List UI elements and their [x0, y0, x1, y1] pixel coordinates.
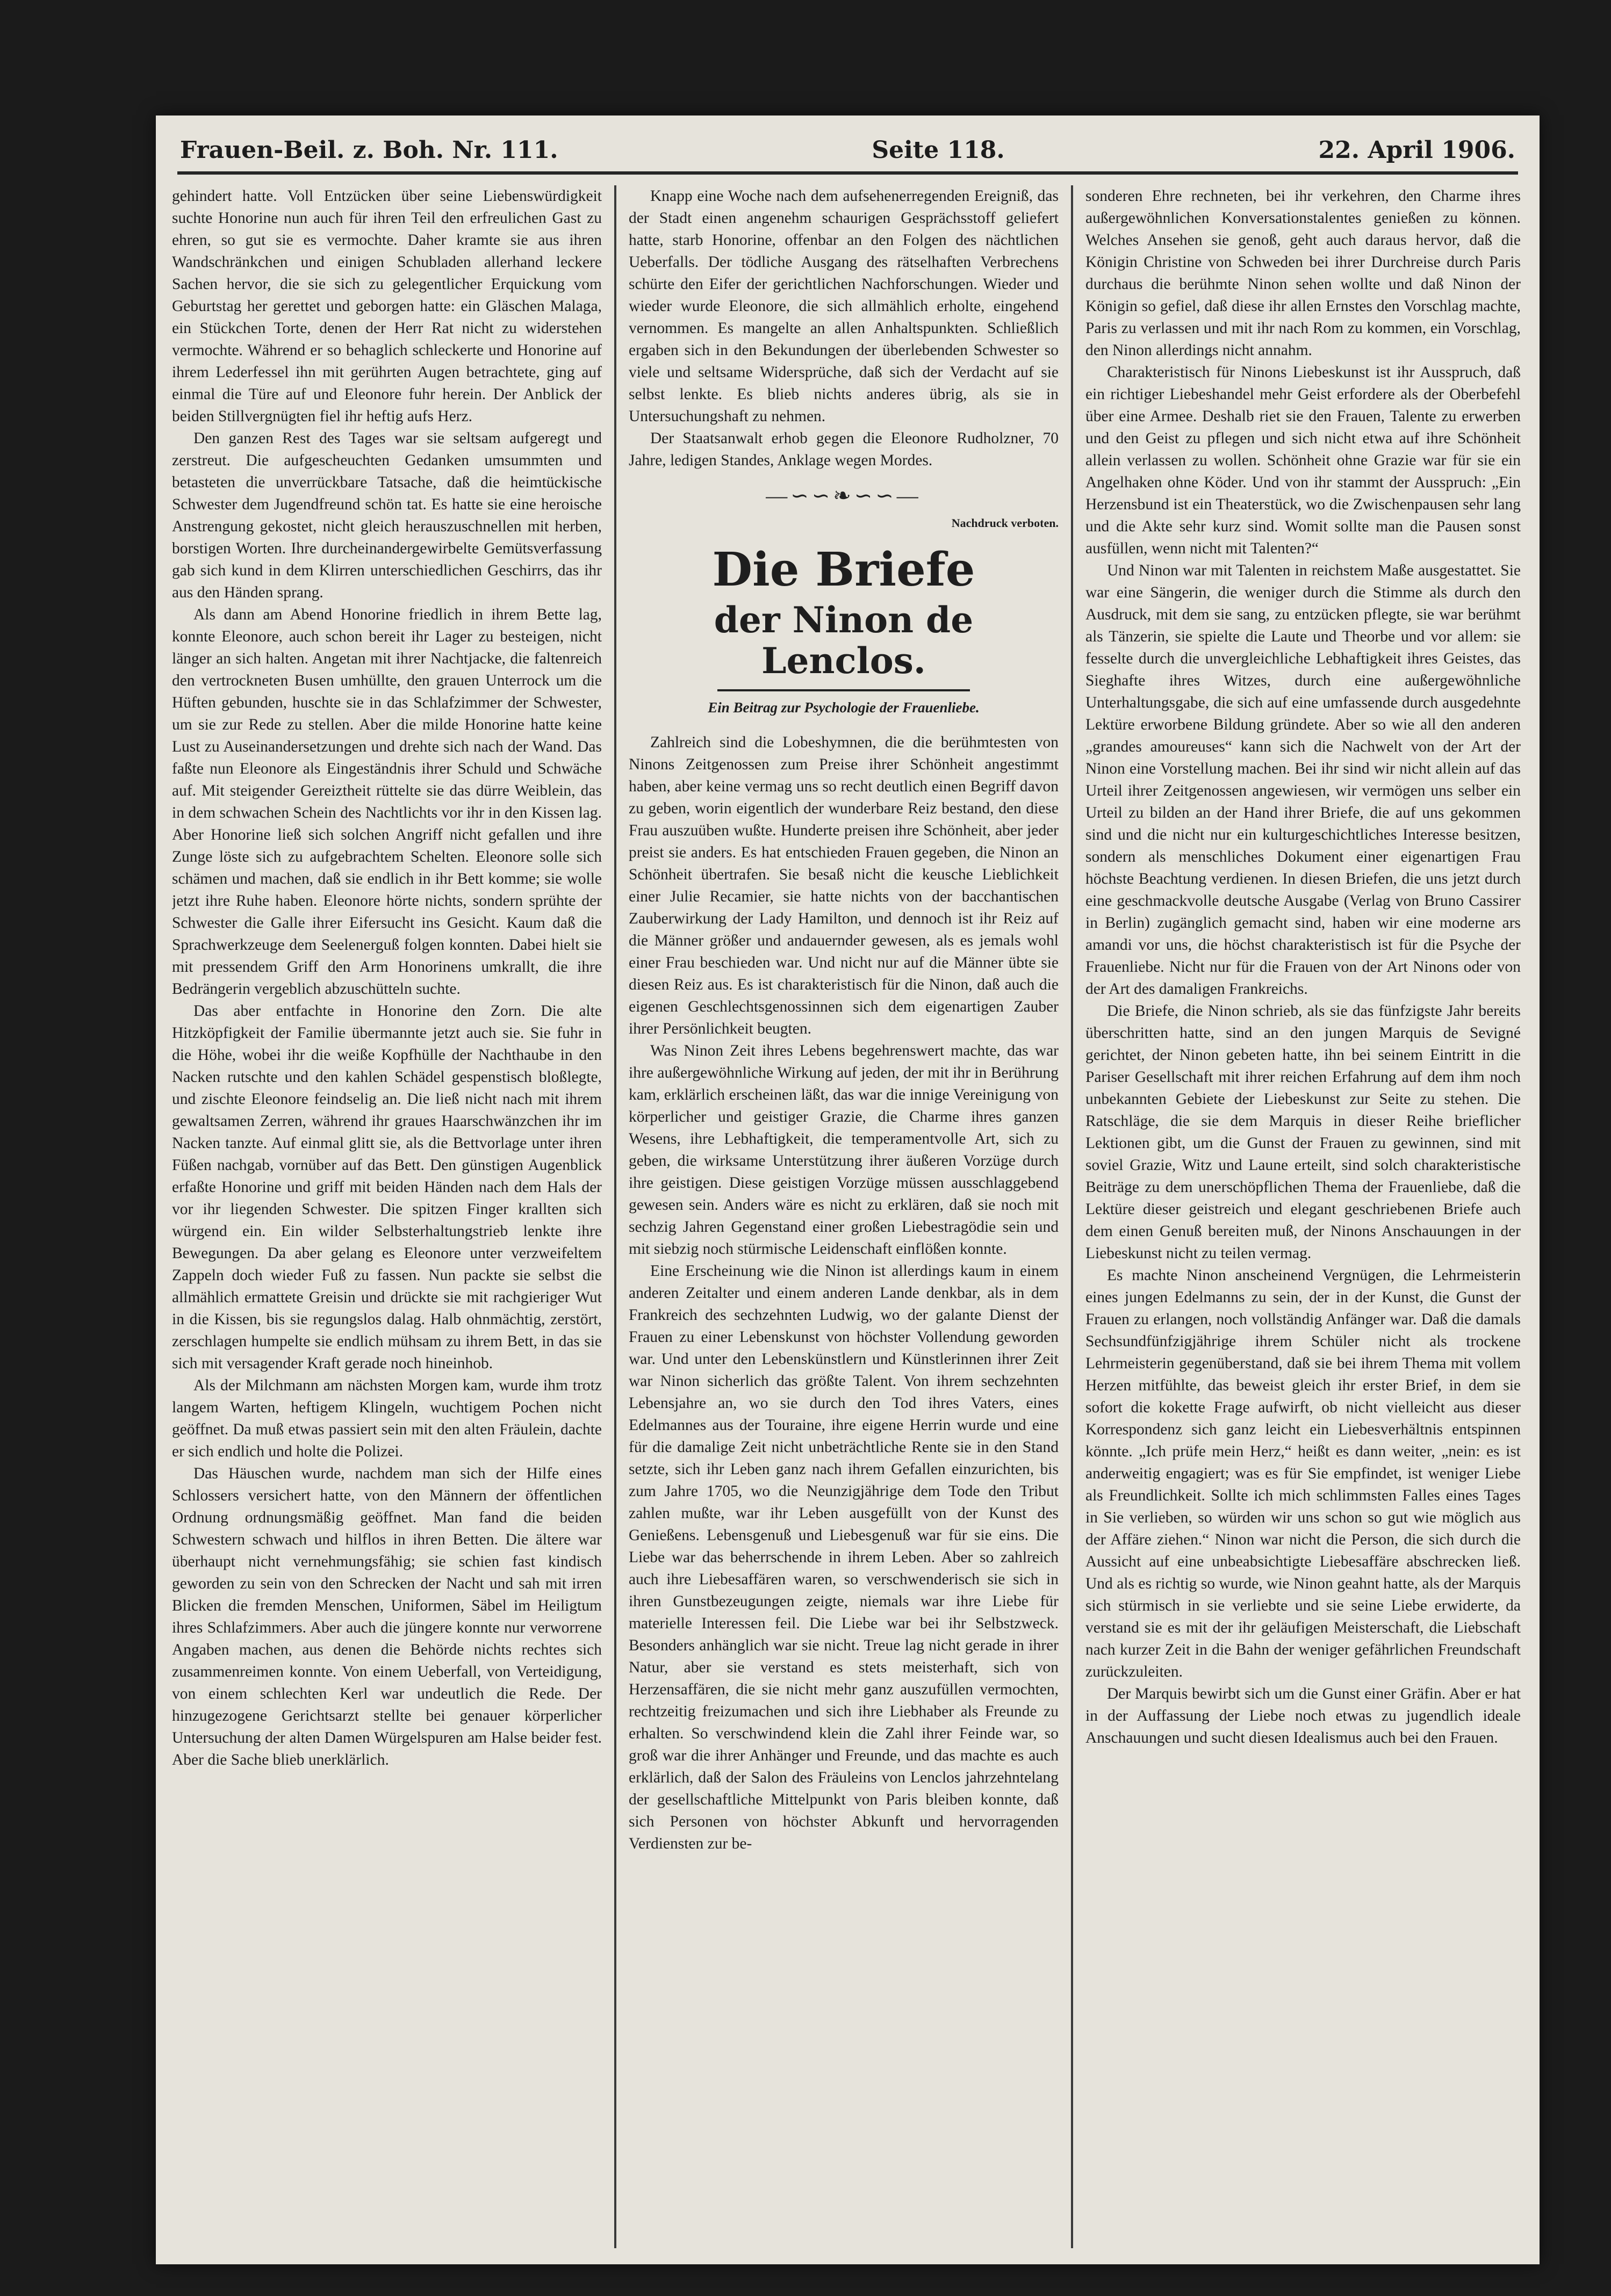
column-divider	[1071, 185, 1073, 2248]
paragraph: Das Häuschen wurde, nachdem man sich der Hilfe eines Schlossers versichert hatte, von den Männern der öffentlichen Ordnung ordnungsmäßig geöffnet. Man fand die beiden Schwestern schwach und hilflos in ihren Betten. Die ältere war überhaupt nicht vernehmungsfähig; sie schien fast kindisch geworden zu sein von den Schrecken der Nacht und sah mit irren Blicken die fremden Menschen, Uniformen, Säbel im Heiligtum ihres Schlafzimmers. Aber auch die jüngere konnte nur verworrene Angaben machen, aus denen die Behörde nichts rechtes sich zusammenreimen konnte. Von einem Ueberfall, von Verteidigung, von einem schlechten Kerl war undeutlich die Rede. Der hinzugezogene Gerichtsarzt stellte bei genauer körperlicher Untersuchung der alten Damen Würgelspuren am Halse beider fest. Aber die Sache blieb unerklärlich.	[172, 1465, 602, 1768]
paragraph: Den ganzen Rest des Tages war sie seltsam aufgeregt und zerstreut. Die aufgescheuchten Gedanken umsummten und betasteten die unverrückbare Tatsache, daß die heimtückische Schwester dem Jugendfreund schön tat. Es hatte sie eine heroische Anstrengung gekostet, nicht gleich herauszuschnellen mit herben, borstigen Worten. Ihre durcheinandergewirbelte Gemütsverfassung gab sich kund in dem Klirren unterschiedlichen Geschirrs, das ihr aus den Händen sprang.	[172, 430, 602, 601]
column-1	[172, 185, 602, 2248]
paragraph: Als dann am Abend Honorine friedlich in ihrem Bette lag, konnte Eleonore, auch schon bereit ihr Lager zu besteigen, nicht länger an sich halten. Angetan mit ihrer Nachtjacke, die faltenreich den vertrockneten Busen umhüllte, den grauen Unterrock um die Hüften gebunden, huschte sie in das Schlafzimmer der Schwester, um sie zur Rede zu stellen. Aber die milde Honorine hatte keine Lust zu Auseinandersetzungen und drehte sich nach der Wand. Das faßte nun Eleonore als Eingeständnis ihrer Schuld und Schwäche auf. Mit steigender Gereiztheit rüttelte sie das dürre Weiblein, das in dem schwachen Schein des Nachtlichts vor ihr in den Kissen lag. Aber Honorine ließ sich solchen Angriff nicht gefallen und ihre Zunge löste sich zu aufgebrachtem Schelten. Eleonore solle sich schämen und machen, daß sie endlich in ihr Bett komme; sie wolle jetzt ihre Ruhe haben. Eleonore hörte nichts, sondern sprühte der Schwester die Galle ihrer Eifersucht ins Gesicht. Kaum daß die Sprachwerkzeuge dem Seelenerguß folgen konnten. Dabei hielt sie mit pressendem Griff den Arm Honorinens umkrallt, die ihre Bedrängerin vergeblich abzuschütteln suchte.	[172, 606, 602, 998]
paragraph: Eine Erscheinung wie die Ninon ist allerdings kaum in einem anderen Zeitalter und einem anderen Lande denkbar, als in dem Frankreich des sechzehnten Ludwig, wo der galante Dienst der Frauen zu einer Lebenskunst von höchster Vollendung geworden war. Und unter den Lebenskünstlern und Künstlerinnen ihrer Zeit war Ninon sicherlich das größte Talent. Von ihrem sechzehnten Lebensjahre an, wo sie durch den Tod ihres Vaters, eines Edelmannes aus der Touraine, ihre eigene Herrin wurde und eine für die damalige Zeit nicht unbeträchtliche Rente sie in den Stand setzte, sich ihr Leben ganz nach ihrem Gefallen einzurichten, bis zum Jahre 1705, wo die Neunzigjährige dem Tode den Tribut zahlen mußte, war ihr Leben ausgefüllt von der Kunst des Genießens. Lebensgenuß und Liebesgenuß war für sie eins. Die Liebe war das beherrschende in ihrem Leben. Aber so zahlreich auch ihre Liebesaffären waren, so verschwenderisch sie sich in ihren Gunstbezeugungen zeigte, niemals war ihre Liebe für materielle Interessen feil. Die Liebe war bei ihr Selbstzweck. Besonders anhänglich war sie nicht. Treue lag nicht gerade in ihrer Natur, aber sie verstand es stets meisterhaft, sich von Herzensaffären, die sie nicht mehr ganz auszufüllen vermochten, rechtzeitig freizumachen und sich ihre Liebhaber als Freunde zu erhalten. So verschwindend klein die Zahl ihrer Feinde war, so groß war die ihrer Anhänger und Freunde, und das machte es auch erklärlich, daß der Salon des Fräuleins von Lenclos jahrzehntelang der gesellschaftliche Mittelpunkt von Paris bleiben konnte, daß sich Personen von höchster Abkunft und hervorragenden Verdiensten zur be-	[629, 1262, 1059, 1852]
reprint-note: Nachdruck verboten.	[951, 516, 1059, 530]
paragraph: Knapp eine Woche nach dem aufsehenerregenden Ereigniß, das der Stadt einen angenehm schaurigen Gesprächsstoff geliefert hatte, starb Honorine, offenbar an den Folgen des nächtlichen Ueberfalls. Der tödliche Ausgang des rätselhaften Verbrechens schürte den Eifer der gerichtlichen Nachforschungen. Wieder und wieder wurde Eleonore, die sich allmählich erholte, eingehend vernommen. Es mangelte an allen Anhaltspunkten. Schließlich ergaben sich in den Bekundungen der überlebenden Schwester so viele und seltsame Widersprüche, daß sich der Verdacht auf sie selbst lenkte. Es blieb nichts anderes übrig, als sie in Untersuchungshaft zu nehmen.	[629, 187, 1059, 425]
article-subtitle: Ein Beitrag zur Psychologie der Frauenliebe.	[708, 699, 980, 716]
header-page-number: Seite 118.	[872, 136, 1005, 164]
article-title-line-1: Die Briefe	[712, 543, 975, 597]
header-publication: Frauen-Beil. z. Boh. Nr. 111.	[180, 136, 558, 164]
paragraph: Der Marquis bewirbt sich um die Gunst einer Gräfin. Aber er hat in der Auffassung der Liebe noch etwas zu jugendlich ideale Anschauungen und sucht diesen Idealismus auch bei den Frauen.	[1085, 1685, 1521, 1746]
header-date: 22. April 1906.	[1318, 136, 1515, 164]
paragraph: Der Staatsanwalt erhob gegen die Eleonore Rudholzner, 70 Jahre, ledigen Standes, Anklage wegen Mordes.	[629, 430, 1059, 469]
column-3	[1085, 185, 1521, 2248]
paragraph: Es machte Ninon anscheinend Vergnügen, die Lehrmeisterin eines jungen Edelmanns zu sein, der in der Kunst, die Gunst der Frauen zu erlangen, noch vollständig Anfänger war. Daß die damals Sechsundfünfzigjährige ihrem Schüler nicht als trockene Lehrmeisterin gegenüberstand, daß sie bei ihrem Thema mit vollem Herzen mitfühlte, das beweist gleich ihr erster Brief, in dem sie sofort die kokette Frage aufwirft, ob nicht vielleicht aus dieser Korrespondenz sich ganz leicht ein Liebesverhältnis entspinnen könnte. „Ich prüfe mein Herz,“ heißt es dann weiter, „nein: es ist anderweitig engagiert; was es für Sie empfindet, ist weniger Liebe als Freundlichkeit. Sollte ich mich schlimmsten Falles eines Tages in Sie verlieben, so würden wir uns schon so gut wie möglich aus der Affäre ziehen.“ Ninon war nicht die Person, die sich durch die Aussicht auf eine unbeabsichtigte Liebesaffäre abschrecken ließ. Und als es richtig so wurde, wie Ninon geahnt hatte, als der Marquis sich stürmisch in sie verliebte und sie seine Liebe erwiderte, da verstand sie es mit der ihr geläufigen Meisterschaft, die Liebschaft nach kurzer Zeit in die Bahn der weniger gefährlichen Freundschaft zurückzuleiten.	[1085, 1267, 1521, 1680]
page-header	[180, 126, 1515, 164]
paragraph: Charakteristisch für Ninons Liebeskunst ist ihr Ausspruch, daß ein richtiger Liebeshandel mehr Geist erfordere als der Oberbefehl über eine Armee. Deshalb riet sie den Frauen, Talente zu erwerben und den Geist zu pflegen und sich nicht etwa auf ihre Schönheit allein verlassen zu wollen. Schönheit ohne Grazie war für sie ein Angelhaken ohne Köder. Und von ihr stammt der Ausspruch: „Ein Herzensbund ist ein Theaterstück, wo die Zwischenpausen sehr lang und die Akte sehr kurz sind. Womit sollte man die Pausen sonst ausfüllen, wenn nicht mit Talenten?“	[1085, 364, 1521, 557]
paragraph: Und Ninon war mit Talenten in reichstem Maße ausgestattet. Sie war eine Sängerin, die weniger durch die Stimme als durch den Ausdruck, mit dem sie sang, zu entzücken pflegte, sie war berühmt als Tänzerin, sie spielte die Laute und Theorbe und vor allem: sie fesselte durch die unvergleichliche Lebhaftigkeit ihres Geistes, das Sieghafte ihres Witzes, durch eine außergewöhnliche Unterhaltungsgabe, die sich auf eine umfassende durch ausgedehnte Lektüre erworbene Bildung gründete. Aber so wie all den anderen „grandes amoureuses“ kann sich die Nachwelt von der Art der Ninon eine Vorstellung machen. Bei ihr sind wir nicht allein auf das Urteil ihrer Zeitgenossen angewiesen, wir vermögen uns selber ein Urteil zu bilden an der Hand ihrer Briefe, die auf uns gekommen sind und die nicht nur ein kulturgeschichtliches Interesse besitzen, sondern als menschliches Dokument einer eigenartigen Frau höchste Beachtung verdienen. In diesen Briefen, die uns jetzt durch eine geschmackvolle deutsche Ausgabe (Verlag von Bruno Cassirer in Berlin) zugänglich gemacht sind, haben wir eine moderne ars amandi vor uns, die höchst charakteristisch ist für die Psyche der Frauenliebe. Nicht nur für die Frauen von der Art Ninons oder von der Art des damaligen Frankreichs.	[1085, 562, 1521, 998]
title-rule	[717, 689, 970, 691]
section-ornament: —∽∽❧∽∽—	[766, 483, 922, 508]
paragraph: Die Briefe, die Ninon schrieb, als sie das fünfzigste Jahr bereits überschritten hatte, sind an den jungen Marquis de Sevigné gerichtet, der Ninon gebeten hatte, ihn bei seinem Eintritt in die Pariser Gesellschaft mit ihrer reichen Erfahrung auf dem ihm noch unbekannten Gebiete der Liebeskunst zur Seite zu stehen. Die Ratschläge, die sie dem Marquis in dieser Reihe brieflicher Lektionen gibt, um die Gunst der Frauen zu gewinnen, sind mit soviel Grazie, Witz und Laune erteilt, sind solch charakteristische Beiträge zu dem unerschöpflichen Thema der Frauenliebe, daß die Lektüre dieser geistreich und elegant geschriebenen Briefe auch dem einen Genuß bereiten muß, der Ninons Anschauungen in der Liebeskunst nicht zu teilen vermag.	[1085, 1002, 1521, 1262]
header-rule	[177, 171, 1518, 175]
article-title-line-2: der Ninon de Lenclos.	[714, 598, 974, 682]
paragraph: gehindert hatte. Voll Entzücken über seine Liebenswürdigkeit suchte Honorine nun auch für ihren Teil den erfreulichen Gast zu ehren, so gut sie es vermochte. Daher kramte sie aus ihren Wandschränkchen und einigen Schubladen allerhand leckere Sachen hervor, die sie sich zu gelegentlicher Erquickung vom Geburtstag her gerettet und geborgen hatte: ein Gläschen Malaga, ein Stückchen Torte, denen der Herr Rat nicht zu widerstehen vermochte. Während er so behaglich schleckerte und Honorine auf ihrem Lederfessel ihn mit gerührten Augen betrachtete, ging auf einmal die Türe auf und Eleonore fuhr herein. Der Anblick der beiden Stillvergnügten fiel ihr heftig aufs Herz.	[172, 187, 602, 425]
column-divider	[614, 185, 616, 2248]
column-2	[629, 185, 1059, 2248]
article-title	[629, 544, 1059, 682]
paragraph: Das aber entfachte in Honorine den Zorn. Die alte Hitzköpfigkeit der Familie übermannte jetzt auch sie. Sie fuhr in die Höhe, wobei ihr die weiße Kopfhülle der Nachthaube in den Nacken rutschte und den kahlen Schädel gespenstisch bloßlegte, und zischte Eleonore feindselig an. Die ließ nicht nach mit ihrem gewaltsamen Zerren, während ihr graues Haarschwänzchen ihr im Nacken tanzte. Auf einmal glitt sie, als die Bettvorlage unter ihren Füßen nachgab, vornüber auf das Bett. Den günstigen Augenblick erfaßte Honorine und griff mit beiden Händen nach dem Hals der vor ihr liegenden Schwester. Die spitzen Finger krallten sich würgend ein. Ein wilder Selbsterhaltungstrieb lenkte ihre Bewegungen. Da aber gelang es Eleonore unter verzweifeltem Zappeln doch wieder Fuß zu fassen. Nun packte sie selbst die allmählich ermattete Greisin und drückte sie mit rachgieriger Wut in die Kissen, bis sie regungslos dalag. Halb ohnmächtig, zerstört, zerschlagen humpelte sie endlich mühsam zu ihrem Bett, in das sie sich mit versagender Kraft gerade noch hineinhob.	[172, 1002, 602, 1372]
paragraph: Was Ninon Zeit ihres Lebens begehrenswert machte, das war ihre außergewöhnliche Wirkung auf jeden, der mit ihr in Berührung kam, erklärlich erscheinen läßt, das war die innige Vereinigung von körperlicher und geistiger Grazie, die Charme ihres ganzen Wesens, ihre Lebhaftigkeit, die temperamentvolle Art, sich zu geben, die wirksame Unterstützung ihrer äußeren Vorzüge durch ihre geistigen. Diese geistigen Vorzüge müssen ausschlaggebend gewesen sein. Anders wäre es nicht zu erklären, daß sie noch mit sechzig Jahren Gegenstand einer großen Liebestragödie sein und mit siebzig noch stürmische Leidenschaft einflößen konnte.	[629, 1042, 1059, 1258]
paragraph: Zahlreich sind die Lobeshymnen, die die berühmtesten von Ninons Zeitgenossen zum Preise ihrer Schönheit angestimmt haben, aber keine vermag uns so recht deutlich einen Begriff davon zu geben, worin eigentlich der wunderbare Reiz bestand, den diese Frau auszuüben wußte. Hunderte preisen ihre Schönheit, aber jeder preist sie anders. Es hat entschieden Frauen gegeben, die Ninon an Schönheit übertrafen. Sie besaß nicht die keusche Lieblichkeit einer Julie Recamier, sie hatte nichts von der bacchantischen Zauberwirkung der Lady Hamilton, und dennoch ist ihr Reiz auf die Männer größer und andauernder gewesen, als es jemals wohl einer Frau beschieden war. Und nicht nur auf die Männer übte sie diesen Reiz aus. Es ist charakteristisch für die Ninon, daß auch die eigenen Geschlechtsgenossinnen sich dem eigenartigen Zauber ihrer Persönlichkeit beugten.	[629, 733, 1059, 1037]
paragraph: sonderen Ehre rechneten, bei ihr verkehren, den Charme ihres außergewöhnlichen Konversationstalentes genießen zu können. Welches Ansehen sie genoß, geht auch daraus hervor, daß die Königin Christine von Schweden bei ihrer Durchreise durch Paris durchaus die berühmte Ninon sehen wollte und daß Ninon der Königin so gefiel, daß diese ihr allen Ernstes den Vorschlag machte, Paris zu verlassen und mit ihr nach Rom zu kommen, ein Vorschlag, den Ninon allerdings nicht annahm.	[1085, 187, 1521, 359]
paragraph: Als der Milchmann am nächsten Morgen kam, wurde ihm trotz langem Warten, heftigem Klingeln, wuchtigem Pochen nicht geöffnet. Da muß etwas passiert sein mit den alten Fräulein, dachte er sich endlich und holte die Polizei.	[172, 1377, 602, 1460]
newspaper-page	[156, 115, 1540, 2264]
